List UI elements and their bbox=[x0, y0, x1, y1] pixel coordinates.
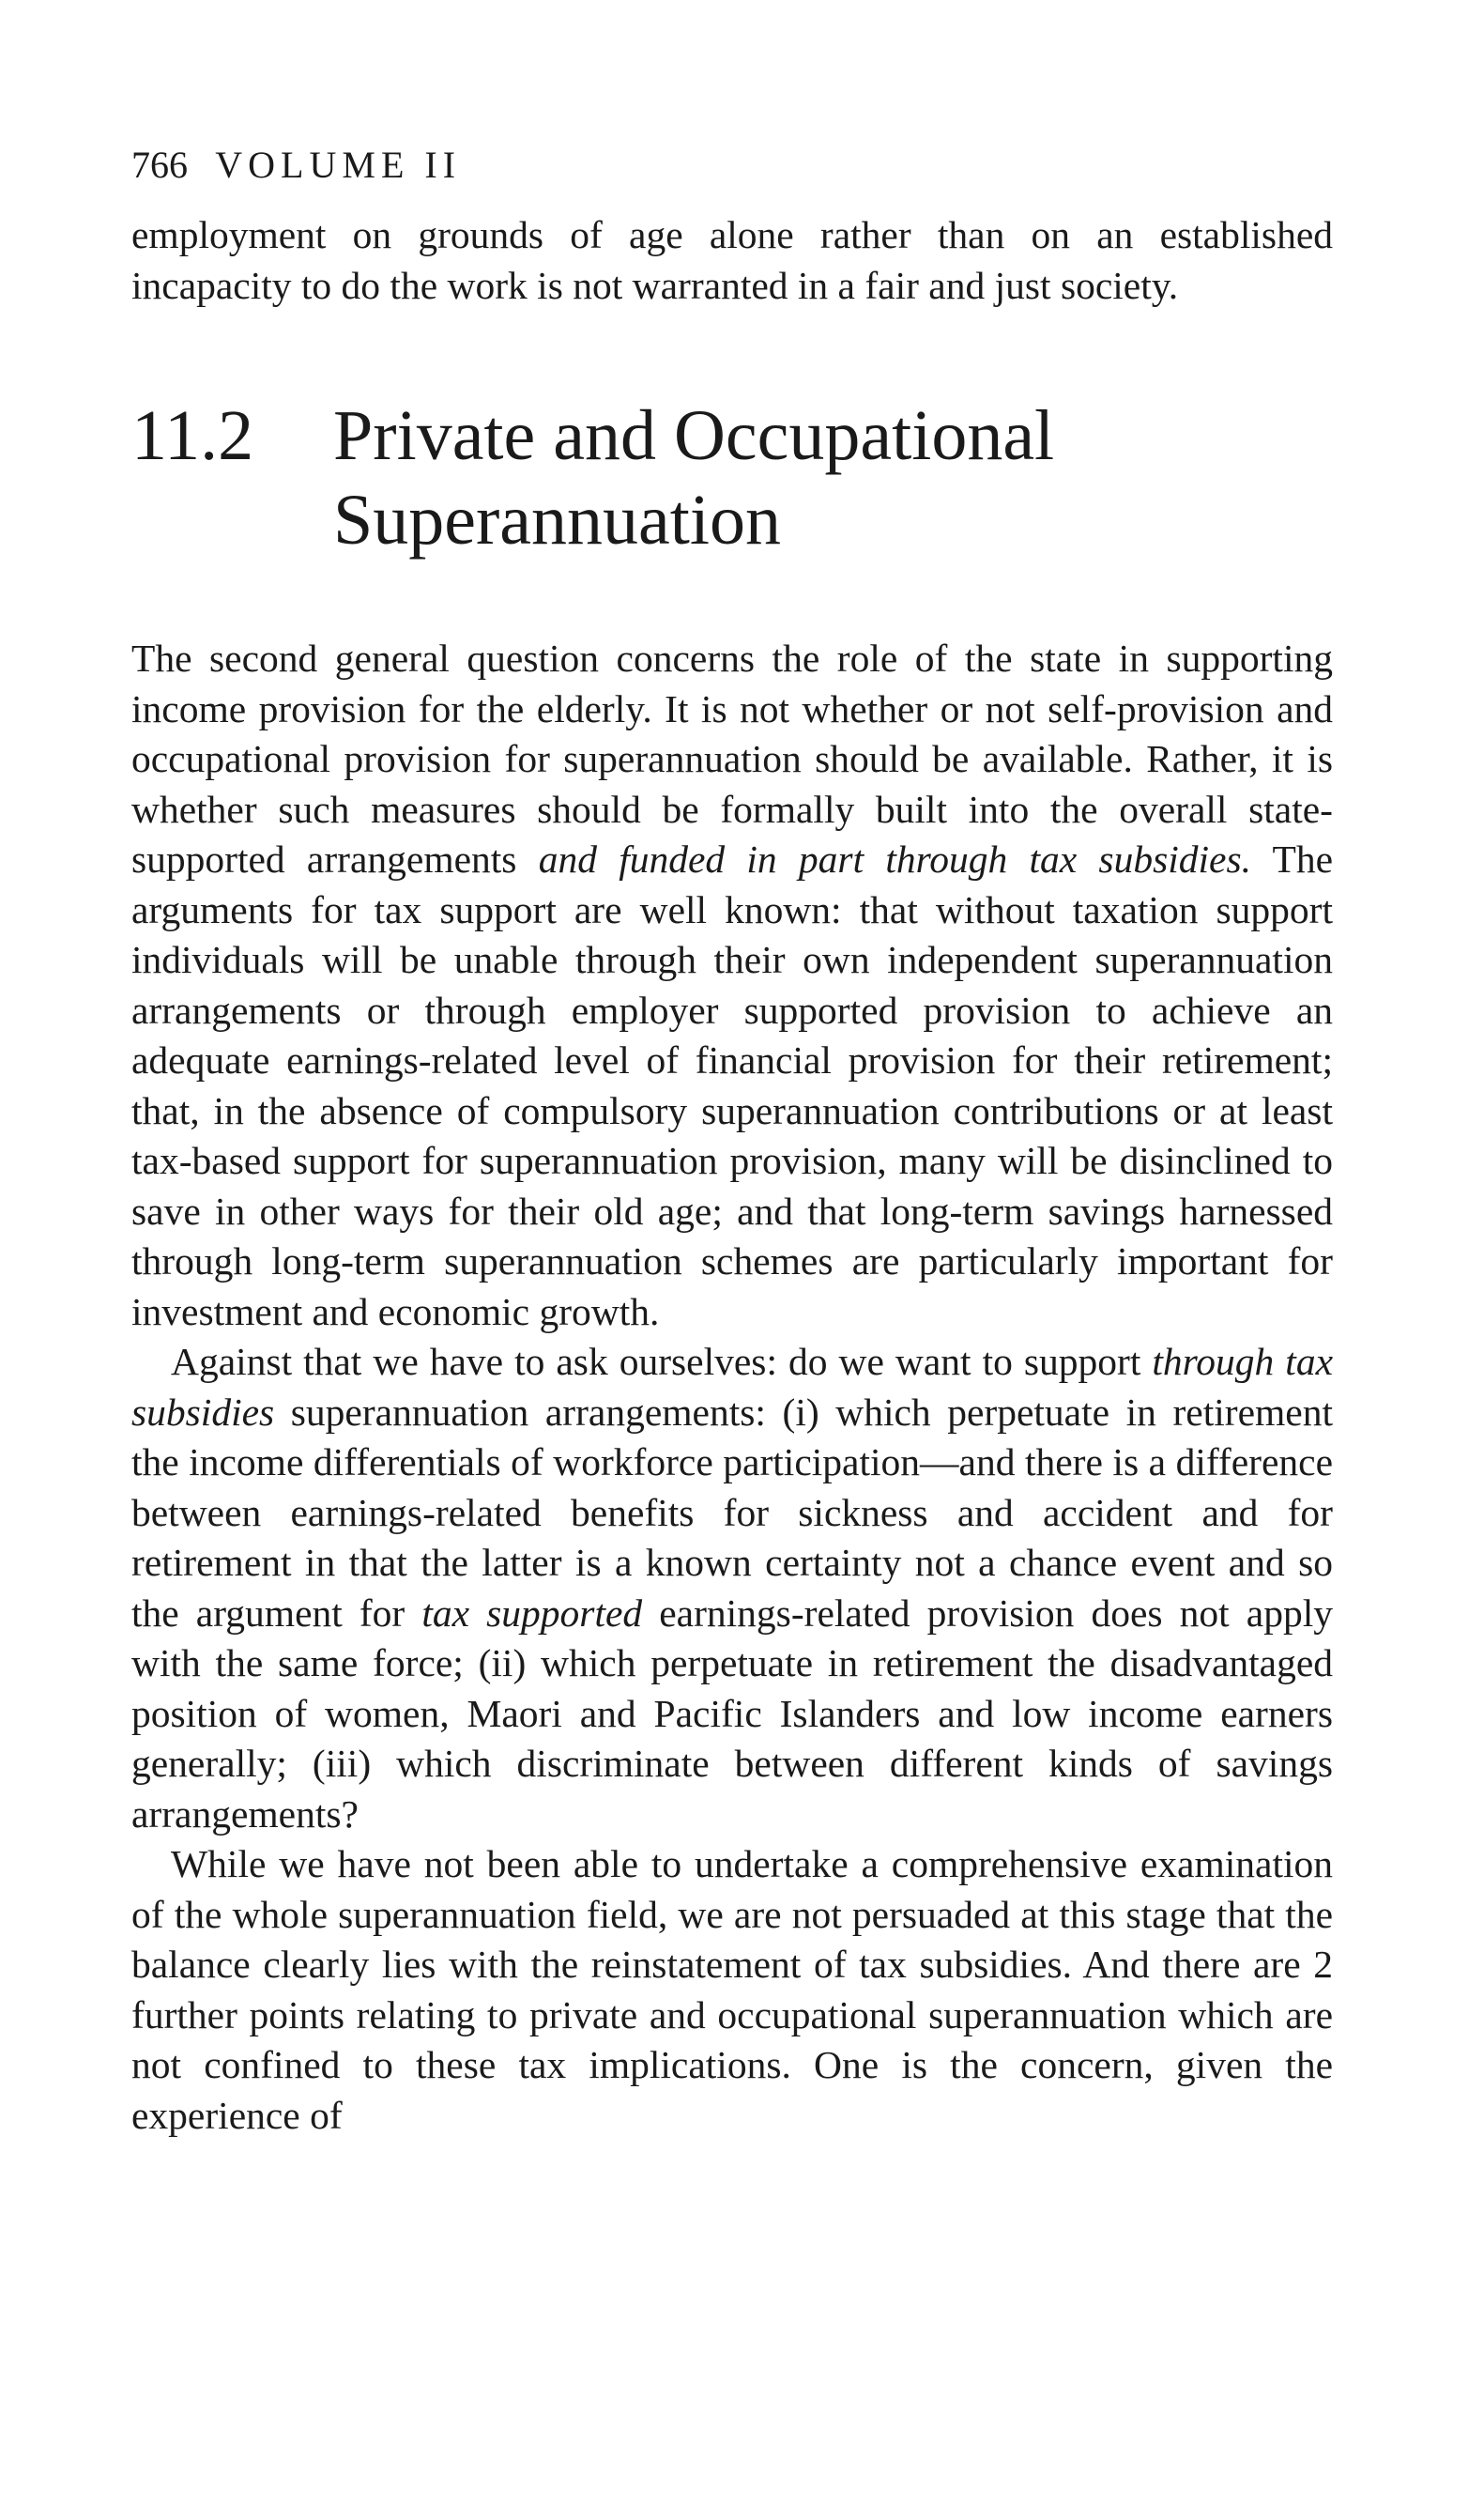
paragraph-2-emphasis-b: tax supported bbox=[421, 1591, 643, 1635]
paragraph-3: While we have not been able to undertake a comprehensive examination of the whole superannuation field, we are not persuaded at this stage that the balance clearly lies with the reinstatement of tax subsidies. And there are 2 further points relating to private and occupational superannuation which are not confined to these tax implications. One is the concern, given the experience of bbox=[131, 1842, 1333, 2137]
running-head bbox=[131, 141, 1333, 190]
section-number: 11.2 bbox=[131, 396, 254, 475]
paragraph-2-text-c: earnings-related provision does not apply with the same force; (ii) which perpetuate in retirement the disadvantaged position of women, Maori and Pacific Islanders and low income earners generally; (iii) which discriminate between different kinds of savings arrangements? bbox=[131, 1591, 1333, 1836]
document-page bbox=[131, 141, 1333, 2141]
paragraph-1-text-b: The arguments for tax support are well known: that without taxation support individuals will be unable through their own independent superannuation arrangements or through employer supported provision to achieve an adequate earnings-related level of financial provision for their retirement; that, in the absence of compulsory superannuation contributions or at least tax-based support for superannuation provision, many will be disinclined to save in other ways for their old age; and that long-term savings harnessed through long-term superannuation schemes are particularly important for investment and economic growth. bbox=[131, 838, 1333, 1333]
volume-label: VOLUME II bbox=[215, 144, 462, 186]
section-heading bbox=[131, 393, 1333, 562]
paragraph-1 bbox=[131, 634, 1333, 1337]
paragraph-2-text-a: Against that we have to ask ourselves: do we want to support bbox=[171, 1340, 1153, 1383]
paragraph-2-text-b: superannuation arrangements: (i) which perpetuate in retirement the income differentials of workforce participation—and there is a difference between earnings-related benefits for sickness and accident and for retirement in that the latter is a known certainty not a chance event and so the argument for bbox=[131, 1390, 1333, 1635]
page-number: 766 bbox=[131, 144, 188, 186]
paragraph-1-text-a: The second general question concerns the role of the state in supporting income provision for the elderly. It is not whether or not self-provision and occupational provision for superannuation should be available. Rather, it is whether such measures should be formally built into the overall state-supported arrangements bbox=[131, 637, 1333, 881]
paragraph-2-emphasis-a: through tax subsidies bbox=[131, 1340, 1333, 1434]
intro-paragraph: employment on grounds of age alone rather than on an established incapacity to do the work is not warranted in a fair and just society. bbox=[131, 213, 1333, 307]
paragraph-1-emphasis: and funded in part through tax subsidies. bbox=[538, 838, 1251, 881]
paragraph-2 bbox=[131, 1337, 1333, 1839]
section-title: Private and Occupational Superannuation bbox=[333, 396, 1055, 560]
